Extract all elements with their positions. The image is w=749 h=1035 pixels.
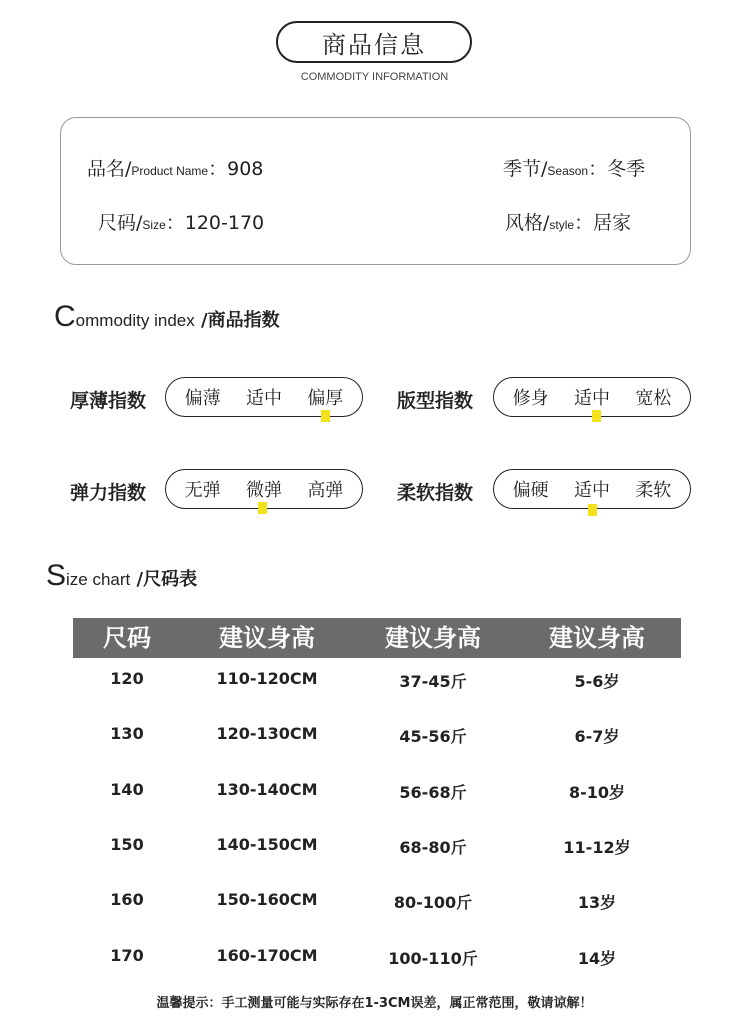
size-chart-heading: [46, 559, 197, 593]
thickness-index-pill: [165, 377, 363, 417]
softness-selected-marker: [588, 504, 597, 516]
table-cell: 8-10岁: [568, 783, 626, 802]
table-cell: 150-160CM: [216, 890, 318, 909]
product-info-box: [60, 117, 691, 265]
table-cell: 110-120CM: [216, 669, 318, 688]
table-cell: 120: [110, 669, 144, 688]
elasticity-option-none: 无弹: [184, 480, 221, 501]
size-label: 尺码/: [98, 212, 143, 234]
season-label: 季节/: [503, 158, 548, 180]
table-cell: 13岁: [577, 893, 617, 912]
table-cell: 150: [110, 835, 144, 854]
product-name-label: 品名/: [87, 158, 132, 180]
season-label-en: Season: [547, 164, 589, 178]
elasticity-option-high: 高弹: [307, 480, 344, 501]
elasticity-index-label: 弹力指数: [70, 482, 147, 504]
table-cell: 100-110斤: [388, 949, 478, 968]
commodity-index-heading-cap: C: [54, 300, 76, 333]
table-cell: 140-150CM: [216, 835, 318, 854]
elasticity-selected-marker: [258, 502, 267, 514]
fit-index-label: 版型指数: [397, 390, 474, 412]
size-table-header-height: 建议身高: [219, 624, 315, 652]
table-cell: 5-6岁: [574, 672, 620, 691]
page-subtitle: COMMODITY INFORMATION: [300, 71, 449, 83]
size-table-header-weight: 建议身高: [385, 624, 481, 652]
thickness-option-medium: 适中: [245, 388, 282, 409]
size-chart-heading-cn: /尺码表: [130, 569, 198, 590]
table-cell: 80-100斤: [393, 893, 473, 912]
season-row: [503, 154, 645, 181]
softness-option-hard: 偏硬: [512, 480, 549, 501]
season-value: ：冬季: [588, 158, 646, 180]
softness-option-medium: 适中: [573, 480, 610, 501]
style-row: [505, 208, 631, 235]
size-table-header-age: 建议身高: [549, 624, 645, 652]
table-cell: 130-140CM: [216, 780, 318, 799]
thickness-index-label: 厚薄指数: [70, 390, 147, 412]
style-label: 风格/: [505, 212, 550, 234]
softness-index-pill: [493, 469, 691, 509]
softness-index-label: 柔软指数: [397, 482, 474, 504]
fit-selected-marker: [592, 410, 601, 422]
product-name-value: ：908: [208, 158, 264, 180]
table-cell: 68-80斤: [399, 838, 467, 857]
style-label-en: style: [549, 218, 575, 232]
fit-option-loose: 宽松: [635, 388, 672, 409]
table-cell: 6-7岁: [574, 727, 620, 746]
thickness-selected-marker: [321, 410, 330, 422]
table-cell: 160: [110, 890, 144, 909]
size-chart-heading-cap: S: [46, 559, 67, 592]
table-cell: 160-170CM: [216, 946, 318, 965]
size-label-en: Size: [142, 218, 166, 232]
fit-option-slim: 修身: [512, 388, 549, 409]
commodity-index-heading: [54, 300, 280, 334]
fit-option-regular: 适中: [573, 388, 610, 409]
table-cell: 37-45斤: [399, 672, 467, 691]
table-cell: 56-68斤: [399, 783, 467, 802]
measurement-note: 温馨提示：手工测量可能与实际存在1-3CM误差，属正常范围，敬请谅解！: [156, 996, 593, 1011]
size-table-header-size: 尺码: [103, 624, 151, 652]
thickness-option-thick: 偏厚: [307, 388, 344, 409]
table-cell: 11-12岁: [563, 838, 631, 857]
thickness-option-thin: 偏薄: [184, 388, 221, 409]
softness-option-soft: 柔软: [635, 480, 672, 501]
page-title: 商品信息: [322, 30, 426, 59]
table-cell: 45-56斤: [399, 727, 467, 746]
style-value: ：居家: [574, 212, 632, 234]
elasticity-option-slight: 微弹: [245, 480, 282, 501]
table-cell: 130: [110, 724, 144, 743]
commodity-index-heading-en: ommodity index: [75, 311, 195, 330]
size-chart-heading-en: ize chart: [66, 570, 131, 589]
size-row: [98, 208, 264, 235]
commodity-index-heading-cn: /商品指数: [194, 310, 280, 331]
product-name-row: [87, 154, 263, 181]
size-value: ：120-170: [165, 212, 265, 234]
product-name-label-en: Product Name: [131, 164, 209, 178]
table-cell: 14岁: [577, 949, 617, 968]
table-cell: 170: [110, 946, 144, 965]
page-title-pill: [276, 21, 472, 63]
table-cell: 120-130CM: [216, 724, 318, 743]
table-cell: 140: [110, 780, 144, 799]
